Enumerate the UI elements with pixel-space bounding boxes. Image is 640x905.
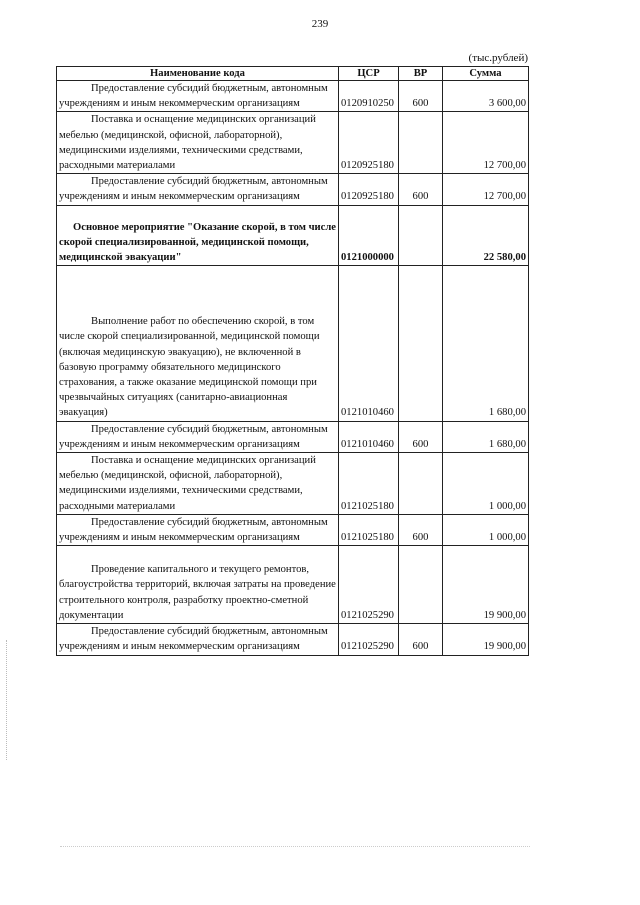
row-sum: 12 700,00 bbox=[443, 112, 529, 174]
scan-margin-marks bbox=[6, 640, 8, 760]
table-row bbox=[57, 546, 529, 624]
row-vr: 600 bbox=[399, 421, 443, 452]
row-vr bbox=[399, 266, 443, 421]
table-row bbox=[57, 421, 529, 452]
row-csr: 0121000000 bbox=[339, 205, 399, 266]
column-header-name: Наименование кода bbox=[57, 67, 339, 81]
row-name: Выполнение работ по обеспечению скорой, в том числе скорой специализированной, медицинской помощи (включая медицинскую эвакуацию), не включенной в базовую программу обязательного медицинского страхования, а также оказание медицинской помощи при чрезвычайных ситуациях (санитарно-авиационная эвакуация) bbox=[57, 266, 339, 421]
row-csr: 0121025290 bbox=[339, 624, 399, 655]
row-name: Проведение капитального и текущего ремонтов, благоустройства территорий, включая затраты на проведение строительного контроля, разработку проектно-сметной документации bbox=[57, 546, 339, 624]
row-vr bbox=[399, 453, 443, 515]
row-sum: 1 680,00 bbox=[443, 266, 529, 421]
row-name: Предоставление субсидий бюджетным, автономным учреждениям и иным некоммерческим организациям bbox=[57, 624, 339, 655]
row-name: Основное мероприятие "Оказание скорой, в том числе скорой специализированной, медицинской помощи, медицинской эвакуации" bbox=[57, 205, 339, 266]
row-name: Предоставление субсидий бюджетным, автономным учреждениям и иным некоммерческим организациям bbox=[57, 81, 339, 112]
table-row bbox=[57, 205, 529, 266]
row-sum: 12 700,00 bbox=[443, 174, 529, 205]
row-name: Поставка и оснащение медицинских организаций мебелью (медицинской, офисной, лабораторной), медицинскими изделиями, техническими средствами, расходными материалами bbox=[57, 112, 339, 174]
units-label: (тыс.рублей) bbox=[468, 52, 528, 64]
row-vr bbox=[399, 205, 443, 266]
row-csr: 0120910250 bbox=[339, 81, 399, 112]
row-csr: 0121025180 bbox=[339, 453, 399, 515]
table-row bbox=[57, 514, 529, 545]
column-header-sum: Сумма bbox=[443, 67, 529, 81]
table-row bbox=[57, 266, 529, 421]
row-csr: 0121025180 bbox=[339, 514, 399, 545]
table-row bbox=[57, 174, 529, 205]
row-name: Предоставление субсидий бюджетным, автономным учреждениям и иным некоммерческим организациям bbox=[57, 514, 339, 545]
column-header-vr: ВР bbox=[399, 67, 443, 81]
budget-table bbox=[56, 66, 529, 656]
row-csr: 0120925180 bbox=[339, 174, 399, 205]
row-name: Предоставление субсидий бюджетным, автономным учреждениям и иным некоммерческим организациям bbox=[57, 421, 339, 452]
row-sum: 22 580,00 bbox=[443, 205, 529, 266]
row-csr: 0120925180 bbox=[339, 112, 399, 174]
row-sum: 19 900,00 bbox=[443, 546, 529, 624]
row-sum: 1 680,00 bbox=[443, 421, 529, 452]
row-csr: 0121025290 bbox=[339, 546, 399, 624]
table-header-row bbox=[57, 67, 529, 81]
column-header-csr: ЦСР bbox=[339, 67, 399, 81]
row-csr: 0121010460 bbox=[339, 266, 399, 421]
row-sum: 19 900,00 bbox=[443, 624, 529, 655]
row-sum: 1 000,00 bbox=[443, 453, 529, 515]
row-vr bbox=[399, 112, 443, 174]
table-row bbox=[57, 624, 529, 655]
row-sum: 3 600,00 bbox=[443, 81, 529, 112]
table-row bbox=[57, 453, 529, 515]
row-csr: 0121010460 bbox=[339, 421, 399, 452]
row-name: Поставка и оснащение медицинских организаций мебелью (медицинской, офисной, лабораторной), медицинскими изделиями, техническими средствами, расходными материалами bbox=[57, 453, 339, 515]
page-number: 239 bbox=[311, 18, 329, 30]
row-vr: 600 bbox=[399, 624, 443, 655]
table-row bbox=[57, 81, 529, 112]
table-row bbox=[57, 112, 529, 174]
row-name: Предоставление субсидий бюджетным, автономным учреждениям и иным некоммерческим организациям bbox=[57, 174, 339, 205]
row-vr: 600 bbox=[399, 81, 443, 112]
row-vr: 600 bbox=[399, 174, 443, 205]
scan-bottom-noise bbox=[60, 846, 530, 848]
row-sum: 1 000,00 bbox=[443, 514, 529, 545]
row-vr bbox=[399, 546, 443, 624]
row-vr: 600 bbox=[399, 514, 443, 545]
